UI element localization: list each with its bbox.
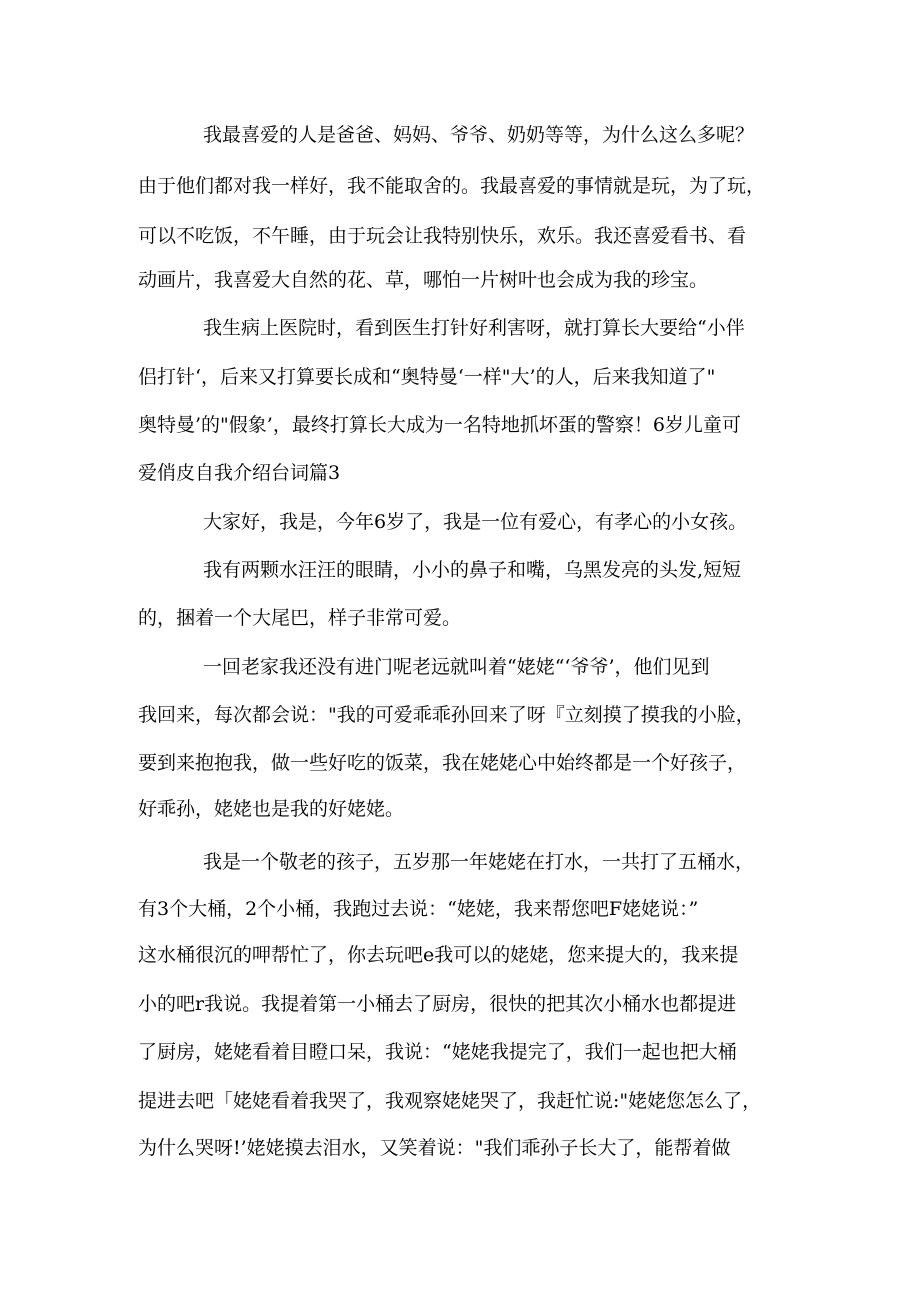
text-line: 好乖孙，姥姥也是我的好姥姥。: [138, 798, 405, 820]
text-line: 的，捆着一个大尾巴，样子非常可爱。: [138, 607, 462, 629]
text-line: 有3个大桶，2个小桶，我跑过去说：“姥姥，我来帮您吧F姥姥说：”: [138, 898, 699, 920]
text-line: 要到来抱抱我，做一些好吃的饭菜，我在姥姥心中始终都是一个好孩子，: [138, 752, 747, 774]
text-line: 一回老家我还没有进门呢老远就叫着“姥姥“‘爷爷’，他们见到: [203, 656, 710, 678]
text-line: 侣打针‘，后来又打算要长成和“奥特曼‘一样"大’的人，后来我知道了": [138, 366, 716, 388]
text-line: 了厨房，姥姥看着目瞪口呆，我说：“姥姥我提完了，我们一起也把大桶: [138, 1041, 737, 1063]
text-line: 动画片，我喜爱大自然的花、草，哪怕一片树叶也会成为我的珍宝。: [138, 269, 709, 291]
text-line: 我生病上医院时，看到医生打针好利害呀，就打算长大要给“小伴: [203, 317, 745, 339]
text-line: 我有两颗水汪汪的眼睛，小小的鼻子和嘴，乌黑发亮的头发,短短: [203, 559, 742, 581]
text-line: 奥特曼’的"假象’，最终打算长大成为一名特地抓坏蛋的警察！6岁儿童可: [138, 414, 741, 436]
text-line: 我最喜爱的人是爸爸、妈妈、爷爷、奶奶等等，为什么这么多呢？: [203, 124, 755, 146]
text-line: 提进去吧「姥姥看着我哭了，我观察姥姥哭了，我赶忙说:"姥姥您怎么了，: [138, 1090, 762, 1112]
text-line: 大家好，我是，今年6岁了，我是一位有爱心，有孝心的小女孩。: [203, 511, 748, 533]
text-line: 为什么哭呀!’姥姥摸去泪水，又笑着说："我们乖孙子长大了，能帮着做: [138, 1137, 731, 1159]
text-line: 我回来，每次都会说："我的可爱乖乖孙回来了呀『立刻摸了摸我的小脸，: [138, 704, 755, 726]
text-line: 这水桶很沉的呷帮忙了，你去玩吧e我可以的姥姥，您来提大的，我来提: [138, 944, 739, 966]
text-line: 我是一个敬老的孩子，五岁那一年姥姥在打水，一共打了五桶水，: [203, 851, 755, 873]
text-line: 小的吧r我说。我提着第一小桶去了厨房，很快的把其次小桶水也都提进: [138, 993, 737, 1015]
text-line: 爱俏皮自我介绍台词篇3: [138, 462, 341, 484]
text-line: 可以不吃饭，不午睡，由于玩会让我特别快乐，欢乐。我还喜爱看书、看: [138, 225, 747, 247]
text-line: 由于他们都对我一样好，我不能取舍的。我最喜爱的事情就是玩，为了玩，: [138, 175, 766, 197]
